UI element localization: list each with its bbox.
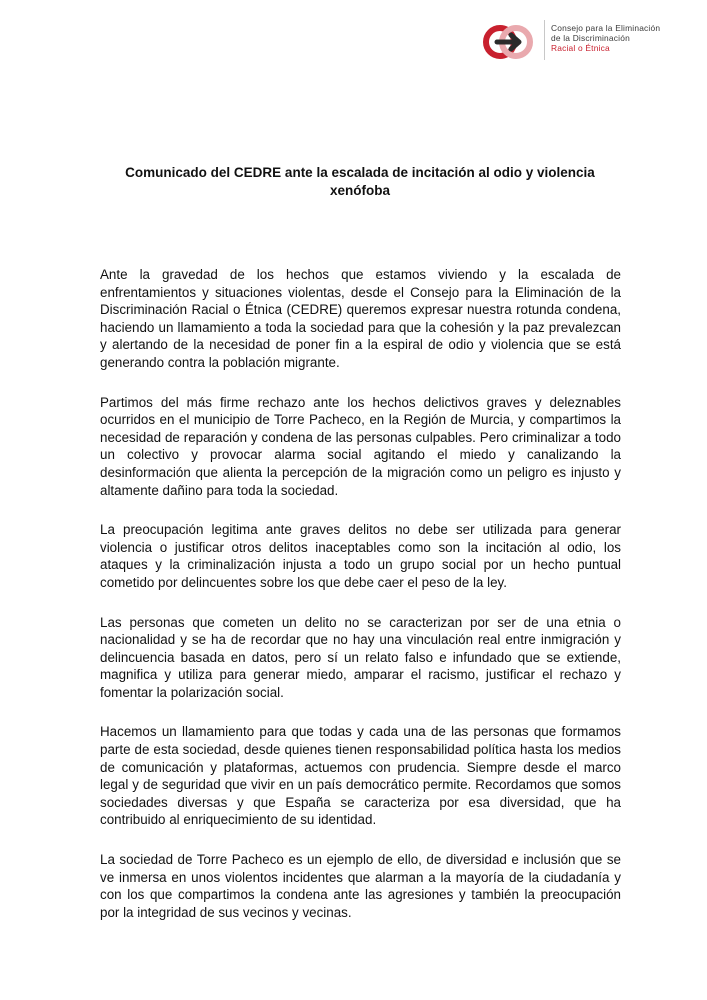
paragraph-2: Partimos del más firme rechazo ante los hechos delictivos graves y deleznables ocurridos en el municipio de Torre Pacheco, en la Región de Murcia, y compartimos la necesidad de reparación y condena de las personas culpables. Pero criminalizar a todo un colectivo y provocar alarma social agitando el miedo y canalizando la desinformación que alienta la percepción de la migración como un peligro es injusto y altamente dañino para toda la sociedad. <box>100 394 621 498</box>
paragraph-4: Las personas que cometen un delito no se caracterizan por ser de una etnia o nacionalidad y se ha de recordar que no hay una vinculación real entre inmigración y delincuencia basada en datos, pero sí un relato falso e infundado que se extiende, magnifica y utiliza para generar miedo, amparar el racismo, justificar el rechazo y fomentar la polarización social. <box>100 614 621 700</box>
paragraph-5: Hacemos un llamamiento para que todas y cada una de las personas que formamos parte de esta sociedad, desde quienes tienen responsabilidad política hasta los medios de comunicación y plataformas, actuemos con prudencia. Siempre desde el marco legal y de seguridad que vivir en un país democrático permite. Recordamos que somos sociedades diversas y que España se caracteriza por esa diversidad, que ha contribuido al enriquecimiento de su identidad. <box>100 724 621 828</box>
logo-line-3: Racial o Étnica <box>551 43 610 53</box>
paragraph-1: Ante la gravedad de los hechos que estamos viviendo y la escalada de enfrentamientos y situaciones violentas, desde el Consejo para la Eliminación de la Discriminación Racial o Étnica (CEDRE) queremos expresar nuestra rotunda condena, haciendo un llamamiento a toda la sociedad para que la cohesión y la paz prevalezcan y alertando de la necesidad de poner fin a la espiral de odio y violencia que se está generando contra la población migrante. <box>100 267 621 370</box>
logo-line-1: Consejo para la Eliminación <box>551 23 661 33</box>
logo-divider <box>544 20 545 60</box>
logo-line-2: de la Discriminación <box>551 33 630 43</box>
document-body <box>100 266 621 943</box>
cedre-logo-icon <box>480 20 538 64</box>
cedre-logo <box>480 20 690 64</box>
document-title: Comunicado del CEDRE ante la escalada de incitación al odio y violencia xenófoba <box>125 165 595 198</box>
paragraph-6: La sociedad de Torre Pacheco es un ejemplo de ello, de diversidad e inclusión que se ve inmersa en unos violentos incidentes que alarman a la mayoría de la ciudadanía y con los que compartimos la condena ante las agresiones y también la preocupación por la integridad de sus vecinos y vecinas. <box>100 852 621 920</box>
paragraph-3: La preocupación legitima ante graves delitos no debe ser utilizada para generar violencia o justificar otros delitos inaceptables como son la incitación al odio, los ataques y la criminalización injusta a todo un grupo social por un hecho puntual cometido por delincuentes sobre los que debe caer el peso de la ley. <box>100 522 621 590</box>
logo-wordmark <box>551 23 660 53</box>
